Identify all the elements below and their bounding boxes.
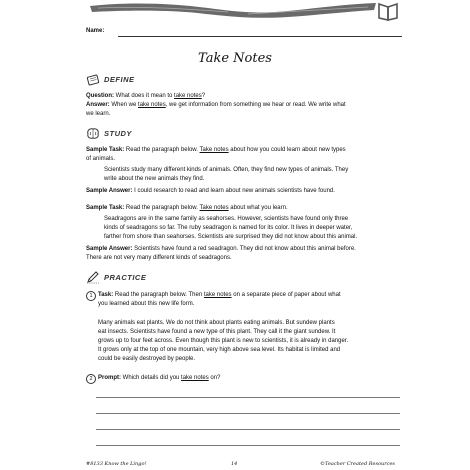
- define-heading: DEFINE: [104, 75, 135, 84]
- answer-writing-line[interactable]: [96, 445, 400, 446]
- task-text: Read the paragraph below. Then: [114, 292, 204, 298]
- practice-passage-line2: eat insects. Scientists have found a new type of this plant. They call it the giant sundew. It: [98, 329, 336, 335]
- name-field[interactable]: [86, 28, 402, 40]
- task-text-rest: on a separate piece of paper about what: [231, 292, 341, 298]
- answer-writing-line[interactable]: [96, 413, 400, 414]
- name-label: Name:: [86, 28, 105, 34]
- book-icon: [376, 3, 400, 21]
- define-answer-line2: we learn.: [86, 111, 111, 117]
- define-answer: [86, 101, 346, 110]
- practice-prompt-2: [98, 374, 220, 383]
- task-text: Read the paragraph below.: [125, 205, 200, 211]
- answer-text: Scientists have found a red seadragon. They did not know about this animal before.: [134, 246, 356, 252]
- task-label: Task:: [98, 292, 114, 298]
- term-take-notes: Take notes: [199, 205, 229, 211]
- practice-task-1: [98, 291, 341, 300]
- page-title: Take Notes: [198, 51, 272, 66]
- prompt-text: Which details did you: [122, 375, 182, 381]
- pencil-icon: [86, 271, 100, 284]
- footer-book-title: #8133 Know the Lingo!: [86, 461, 147, 467]
- study-heading: STUDY: [104, 129, 132, 138]
- prompt-text-rest: on?: [208, 375, 221, 381]
- practice-task-1-line2: you learned about this new life form.: [98, 301, 195, 307]
- notepad-icon: [86, 73, 100, 86]
- study-answer-1: [86, 187, 335, 196]
- passage-2-line2: kinds of seadragons so far. The ruby seadragon is named for its color. It lives in deeper water,: [104, 225, 353, 231]
- term-take-notes: take notes: [174, 93, 202, 99]
- task-text-rest: about what you learn.: [228, 205, 288, 211]
- term-take-notes: take notes: [138, 102, 166, 108]
- answer-text: When we: [111, 102, 139, 108]
- question-label: Question:: [86, 93, 114, 99]
- answer-text-rest: , we get information from something we hear or read. We write what: [165, 102, 346, 108]
- study-task-2: [86, 204, 288, 213]
- task-text-rest: about how you could learn about new types: [228, 147, 346, 153]
- sample-answer-label: Sample Answer:: [86, 246, 133, 252]
- practice-passage-line3: grows up to four feet across. Even though this plant is new to scientists, it is already in danger.: [98, 338, 349, 344]
- define-question: [86, 92, 205, 101]
- sample-answer-label: Sample Answer:: [86, 188, 133, 194]
- practice-passage-line4: It grows only at the top of one mountain, very high above sea level. Its habitat is limited and: [98, 347, 341, 353]
- sample-task-label: Sample Task:: [86, 205, 125, 211]
- term-take-notes: Take notes: [199, 147, 229, 153]
- footer-page-number: 14: [231, 461, 238, 467]
- item-number-1: 1: [86, 291, 96, 301]
- passage-2-line3: farther from shore than seahorses. Scientists are surprised they did not know about this animal.: [104, 234, 358, 240]
- question-end: ?: [201, 93, 206, 99]
- header-brush-stroke: [88, 0, 378, 20]
- term-take-notes: take notes: [203, 292, 232, 298]
- footer-publisher: ©Teacher Created Resources: [320, 461, 395, 467]
- study-task-1-line2: of animals.: [86, 156, 116, 162]
- passage-1-line1: Scientists study many different kinds of animals. Often, they find new types of animals. They: [104, 167, 349, 173]
- sample-task-label: Sample Task:: [86, 147, 125, 153]
- study-task-1: [86, 146, 346, 155]
- name-underline: [118, 36, 402, 37]
- practice-passage-line1: Many animals eat plants. We do not think about plants eating animals. But sundew plants: [98, 320, 335, 326]
- study-answer-2: [86, 245, 356, 254]
- answer-text: I could research to read and learn about new animals scientists have found.: [134, 188, 335, 194]
- study-answer-2-line2: There are not very many different kinds of seadragons.: [86, 255, 232, 261]
- practice-heading: PRACTICE: [104, 273, 147, 282]
- passage-1-line2: write about the new animals they find.: [104, 176, 205, 182]
- task-text: Read the paragraph below.: [125, 147, 200, 153]
- passage-2-line1: Seadragons are in the same family as seahorses. However, scientists have found only three: [104, 216, 349, 222]
- answer-writing-line[interactable]: [96, 429, 400, 430]
- answer-writing-line[interactable]: [96, 397, 400, 398]
- practice-passage-line5: could be easily destroyed by people.: [98, 356, 196, 362]
- brain-icon: [86, 127, 100, 140]
- prompt-label: Prompt:: [98, 375, 121, 381]
- answer-label: Answer:: [86, 102, 110, 108]
- term-take-notes: take notes: [181, 375, 209, 381]
- item-number-2: 2: [86, 374, 96, 384]
- question-text: What does it mean to: [115, 93, 175, 99]
